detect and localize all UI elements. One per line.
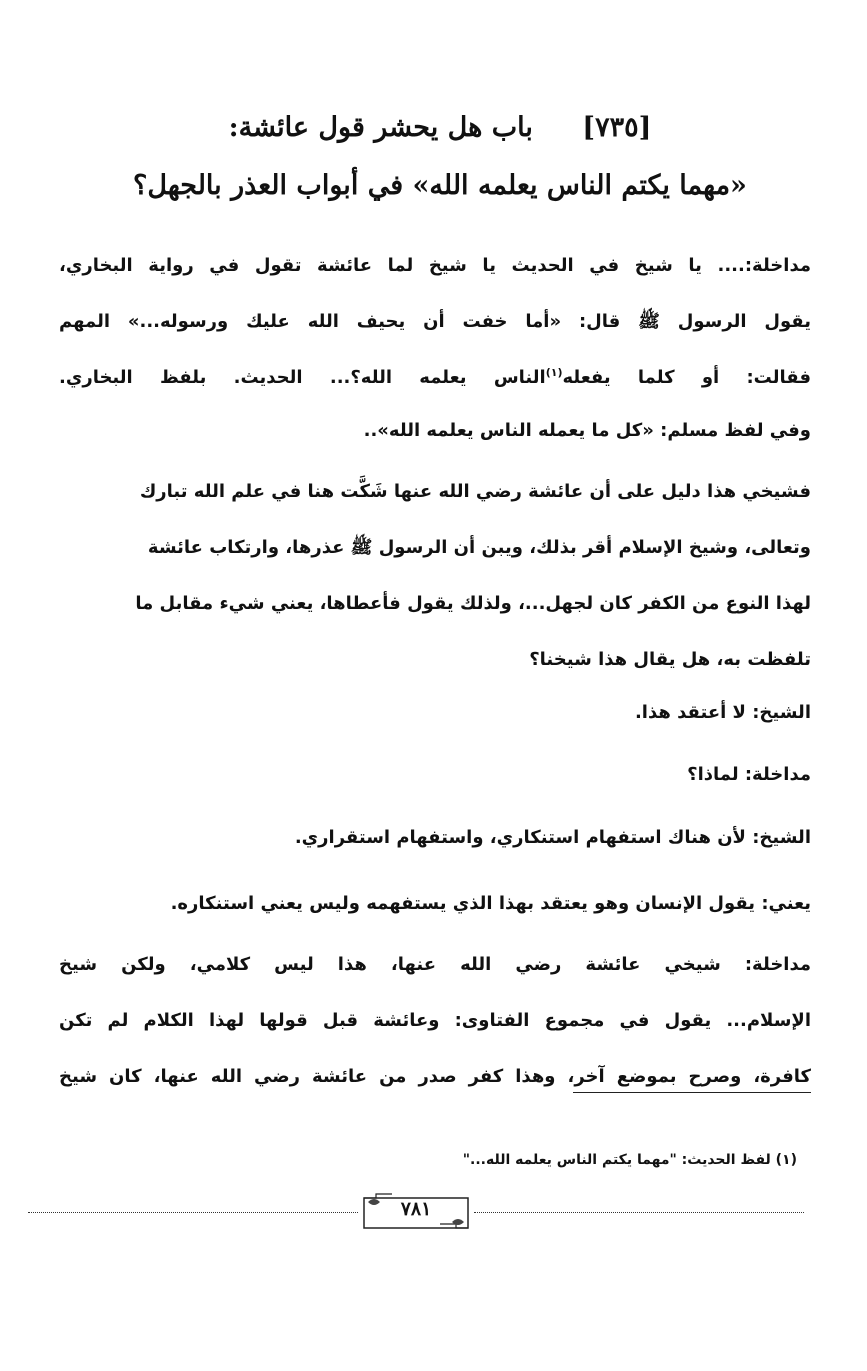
paragraph-4: الشيخ: لا أعتقد هذا.: [634, 702, 811, 723]
page-number-frame: [362, 1192, 470, 1230]
paragraph-5: مداخلة: لماذا؟: [687, 764, 811, 785]
paragraph-1-line-1: مداخلة:.... يا شيخ في الحديث يا شيخ لما عائشة تقول في رواية البخاري،: [59, 255, 811, 276]
paragraph-3-line-2: وتعالى، وشيخ الإسلام أقر بذلك، ويبن أن الرسول ﷺ عذرها، وارتكاب عائشة: [147, 537, 811, 558]
page-rule-right: [474, 1212, 804, 1213]
paragraph-1: [59, 238, 811, 406]
chapter-title-line2: «مهما يكتم الناس يعلمه الله» في أبواب العذر بالجهل؟: [133, 170, 747, 201]
paragraph-3-line-3: لهذا النوع من الكفر كان لجهل...، ولذلك يقول فأعطاها، يعني شيء مقابل ما: [135, 593, 811, 614]
paragraph-7: يعني: يقول الإنسان وهو يعتقد بهذا الذي يستفهمه وليس يعني استنكاره.: [170, 893, 811, 914]
footnote-separator: [573, 1092, 811, 1093]
paragraph-8: [59, 937, 811, 1105]
paragraph-8-line-1: مداخلة: شيخي عائشة رضي الله عنها، هذا ليس كلامي، ولكن شيخ: [59, 954, 811, 975]
paragraph-1-line-3b: الناس يعلمه الله؟... الحديث. بلفظ البخاري.: [59, 367, 546, 388]
chapter-heading: [60, 112, 820, 144]
chapter-title-line1: باب هل يحشر قول عائشة:: [228, 112, 533, 143]
page-number: ٧٨١: [400, 1198, 432, 1220]
chapter-number: [٧٣٥]: [582, 112, 652, 143]
footnote-1: (١) لفظ الحديث: "مهما يكتم الناس يعلمه الله...": [462, 1152, 797, 1168]
paragraph-3-line-4: تلفظت به، هل يقال هذا شيخنا؟: [529, 649, 811, 670]
paragraph-2: وفي لفظ مسلم: «كل ما يعمله الناس يعلمه الله»..: [363, 420, 811, 441]
paragraph-3-line-1: فشيخي هذا دليل على أن عائشة رضي الله عنها شَكَّت هنا في علم الله تبارك: [139, 481, 811, 502]
paragraph-3: [59, 464, 811, 688]
paragraph-8-line-3: كافرة، وصرح بموضع آخر، وهذا كفر صدر من عائشة رضي الله عنها، كان شيخ: [59, 1066, 811, 1087]
paragraph-8-line-2: الإسلام... يقول في مجموع الفتاوى: وعائشة قبل قولها لهذا الكلام لم تكن: [59, 1010, 811, 1031]
paragraph-1-line-3a: فقالت: أو كلما يفعله: [562, 367, 811, 388]
paragraph-1-line-2: يقول الرسول ﷺ قال: «أما خفت أن يحيف الله عليك ورسوله...» المهم: [59, 311, 811, 332]
page-rule-left: [28, 1212, 358, 1213]
paragraph-6: الشيخ: لأن هناك استفهام استنكاري، واستفهام استقراري.: [294, 827, 811, 848]
footnote-reference: (١): [545, 366, 563, 379]
